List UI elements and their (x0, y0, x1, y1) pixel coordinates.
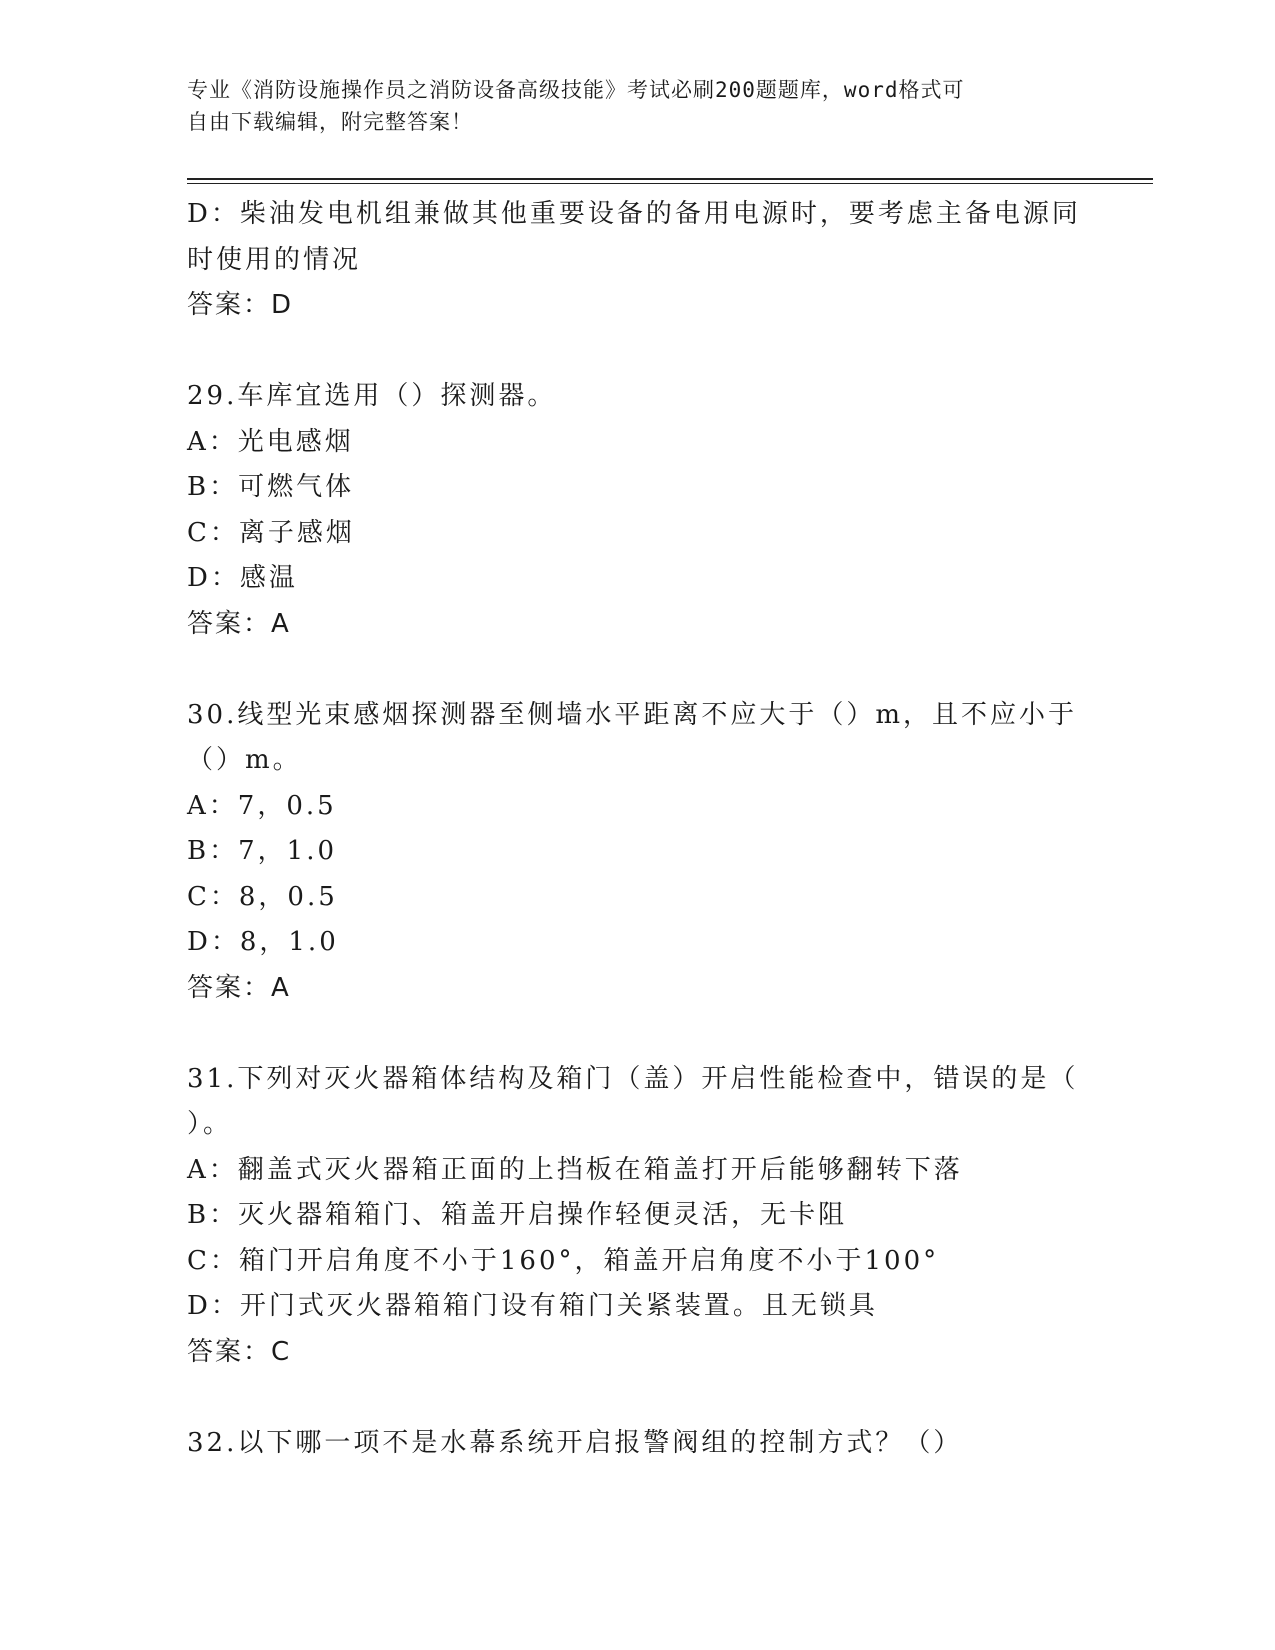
question-stem: 32.以下哪一项不是水幕系统开启报警阀组的控制方式？（） (187, 1427, 963, 1458)
question-30 (187, 693, 1087, 1012)
question-stem-line-2: （）m。 (187, 745, 302, 775)
page-header (187, 74, 1087, 138)
header-line-1: 专业《消防设施操作员之消防设备高级技能》考试必刷200题题库，word格式可 (187, 78, 965, 102)
option-c: C：8，0.5 (187, 881, 338, 912)
option-c: C：箱门开启角度不小于160°，箱盖开启角度不小于100° (187, 1245, 940, 1276)
question-31 (187, 1057, 1087, 1376)
answer: 答案：C (187, 1336, 292, 1367)
option-b: B：可燃气体 (187, 472, 355, 502)
spacer (187, 647, 1087, 693)
question-stem-line-1: 31.下列对灭火器箱体结构及箱门（盖）开启性能检查中，错误的是（ (187, 1063, 1079, 1094)
option-b: B：7，1.0 (187, 836, 337, 866)
option-a: A：光电感烟 (187, 426, 354, 457)
answer: 答案：A (187, 972, 291, 1003)
question-stem-line-2: ）。 (187, 1109, 233, 1139)
answer: 答案：D (187, 290, 294, 320)
question-28-tail (187, 192, 1087, 329)
option-c: C：离子感烟 (187, 517, 355, 548)
header-line-2: 自由下载编辑，附完整答案！ (187, 110, 473, 134)
option-a: A：翻盖式灭火器箱正面的上挡板在箱盖打开后能够翻转下落 (187, 1154, 963, 1185)
question-stem-line-1: 30.线型光束感烟探测器至侧墙水平距离不应大于（）m，且不应小于 (187, 699, 1078, 730)
spacer (187, 329, 1087, 375)
question-list (187, 192, 1087, 1466)
answer: 答案：A (187, 608, 291, 639)
option-d: D：感温 (187, 563, 298, 593)
option-a: A：7，0.5 (187, 790, 337, 821)
spacer (187, 1011, 1087, 1057)
question-29 (187, 374, 1087, 647)
option-d: D：8，1.0 (187, 927, 339, 957)
question-stem: 29.车库宜选用（）探测器。 (187, 381, 557, 411)
spacer (187, 1375, 1087, 1421)
option-b: B：灭火器箱箱门、箱盖开启操作轻便灵活，无卡阻 (187, 1200, 848, 1230)
option-d-line-1: D：柴油发电机组兼做其他重要设备的备用电源时，要考虑主备电源同 (187, 199, 1081, 229)
header-rule-thick (187, 178, 1153, 180)
option-d-line-2: 时使用的情况 (187, 244, 362, 275)
question-32 (187, 1421, 1087, 1467)
header-rule-thin (187, 183, 1153, 184)
option-d: D：开门式灭火器箱箱门设有箱门关紧装置。且无锁具 (187, 1291, 878, 1321)
